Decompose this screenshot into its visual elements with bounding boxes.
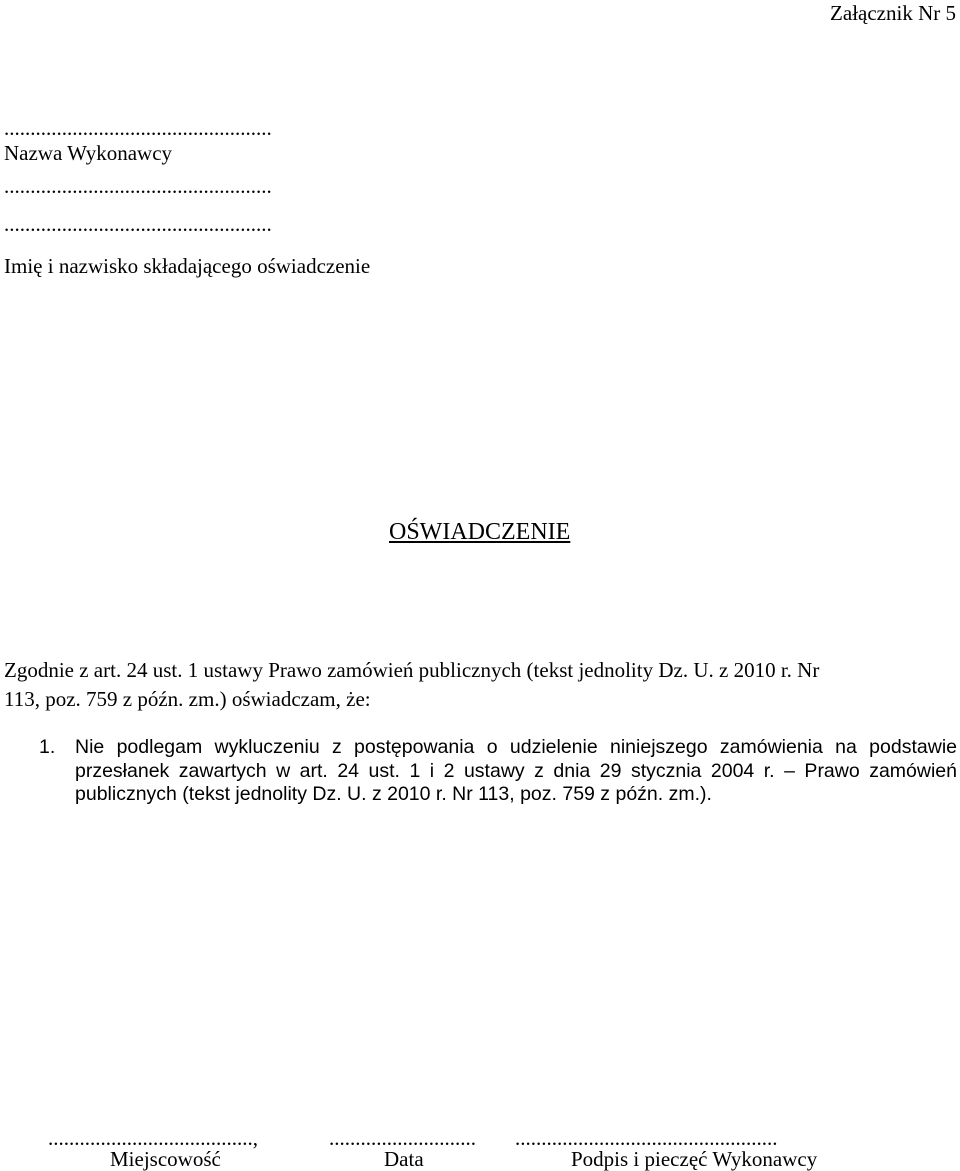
intro-line-1: Zgodnie z art. 24 ust. 1 ustawy Prawo zamówień publicznych (tekst jednolity Dz. U. z 2010 r. Nr bbox=[4, 658, 820, 682]
person-name-dots: ................................................... bbox=[4, 212, 272, 236]
date-label: Data bbox=[384, 1147, 424, 1171]
item-number: 1. bbox=[39, 736, 56, 758]
place-label: Miejscowość bbox=[110, 1147, 221, 1171]
contractor-name-dots: ................................................... bbox=[4, 116, 272, 140]
document-title: OŚWIADCZENIE bbox=[389, 519, 571, 545]
place-dots: ......................................., bbox=[48, 1126, 258, 1150]
contractor-dots-2: ................................................... bbox=[4, 174, 272, 198]
intro-line-2: 113, poz. 759 z późn. zm.) oświadczam, że: bbox=[4, 687, 371, 711]
item-text: Nie podlegam wykluczeniu z postępowania o udzielenie niniejszego zamówienia na podstawie przesłanek zawartych w art. 24 ust. 1 i 2 ustawy z dnia 29 stycznia 2004 r. – Prawo zamówień publicznych (tekst jednolity Dz. U. z 2010 r. Nr 113, poz. 759 z późn. zm.). bbox=[75, 736, 957, 806]
date-dots: ............................ bbox=[329, 1126, 476, 1150]
person-name-label: Imię i nazwisko składającego oświadczenie bbox=[4, 254, 371, 278]
contractor-name-label: Nazwa Wykonawcy bbox=[4, 141, 173, 165]
signature-label: Podpis i pieczęć Wykonawcy bbox=[571, 1147, 818, 1171]
signature-dots: .................................................. bbox=[515, 1126, 778, 1150]
attachment-number: Załącznik Nr 5 bbox=[830, 1, 956, 25]
